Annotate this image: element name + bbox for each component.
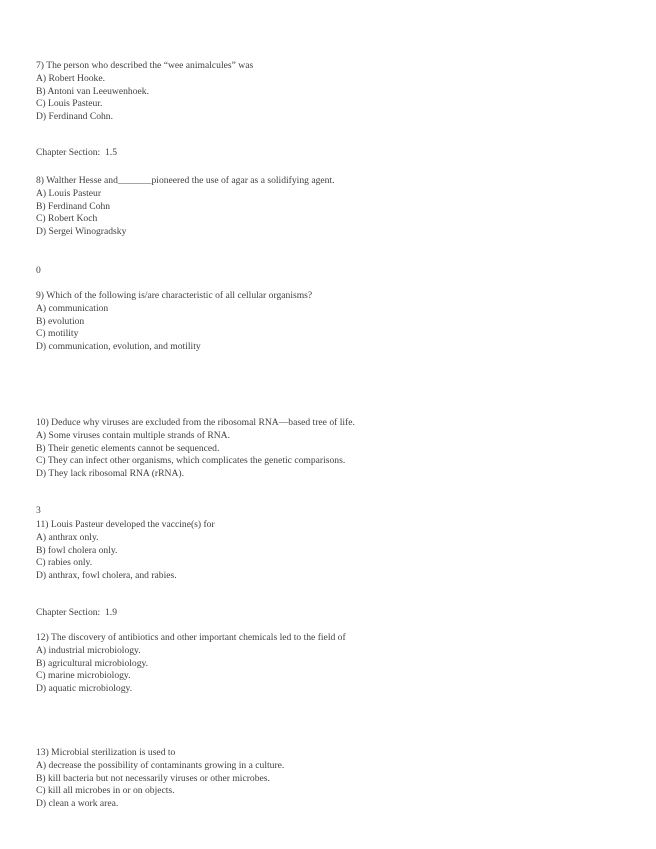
answer-option: D) clean a work area. (36, 798, 119, 810)
stray-answer-number (36, 505, 632, 518)
stray-text: 3 (36, 505, 41, 516)
answer-option: C) rabies only. (36, 557, 93, 569)
question-block (36, 417, 632, 481)
stray-text: 0 (36, 265, 41, 276)
answer-option: B) Their genetic elements cannot be sequenced. (36, 442, 220, 454)
answer-option: A) Some viruses contain multiple strands of RNA. (36, 429, 230, 441)
question-prompt: 11) Louis Pasteur developed the vaccine(s) for (36, 519, 215, 530)
question-block (36, 60, 632, 124)
answer-option: C) marine microbiology. (36, 670, 131, 682)
answer-option: B) evolution (36, 315, 85, 327)
question-block (36, 632, 632, 696)
answer-option: B) fowl cholera only. (36, 544, 118, 556)
question-prompt: 12) The discovery of antibiotics and other important chemicals led to the field of (36, 632, 346, 643)
answer-option: A) communication (36, 302, 109, 314)
section-text: Chapter Section: 1.9 (36, 607, 117, 618)
answer-option: D) anthrax, fowl cholera, and rabies. (36, 570, 177, 582)
answer-option: A) industrial microbiology. (36, 644, 141, 656)
answer-option: C) Robert Koch (36, 213, 98, 225)
question-prompt: 13) Microbial sterilization is used to (36, 747, 176, 758)
answer-option: C) Louis Pasteur. (36, 98, 103, 110)
answer-option: C) They can infect other organisms, which complicates the genetic comparisons. (36, 455, 346, 467)
question-block (36, 519, 632, 583)
answer-option: B) agricultural microbiology. (36, 657, 149, 669)
answer-option: D) Sergei Winogradsky (36, 226, 127, 238)
question-block (36, 290, 632, 354)
question-block (36, 175, 632, 239)
answer-option: D) They lack ribosomal RNA (rRNA). (36, 468, 184, 480)
question-prompt: 10) Deduce why viruses are excluded from the ribosomal RNA—based tree of life. (36, 417, 355, 428)
question-prompt: 7) The person who described the “wee animalcules” was (36, 60, 254, 71)
answer-option: D) Ferdinand Cohn. (36, 111, 114, 123)
answer-option: A) Louis Pasteur (36, 187, 102, 199)
stray-answer-number (36, 265, 632, 278)
answer-option: C) kill all microbes in or on objects. (36, 785, 175, 797)
answer-option: A) Robert Hooke. (36, 72, 106, 84)
section-text: Chapter Section: 1.5 (36, 147, 117, 158)
question-block (36, 747, 632, 811)
answer-option: D) communication, evolution, and motility (36, 341, 201, 353)
question-prompt: 8) Walther Hesse and_______pioneered the use of agar as a solidifying agent. (36, 175, 335, 186)
answer-option: A) decrease the possibility of contaminants growing in a culture. (36, 759, 285, 771)
answer-option: D) aquatic microbiology. (36, 683, 133, 695)
answer-option: B) Antoni van Leeuwenhoek. (36, 85, 149, 97)
chapter-section-label (36, 607, 632, 620)
answer-option: B) Ferdinand Cohn (36, 200, 111, 212)
answer-option: B) kill bacteria but not necessarily viruses or other microbes. (36, 772, 270, 784)
answer-option: A) anthrax only. (36, 531, 99, 543)
chapter-section-label (36, 147, 632, 160)
answer-option: C) motility (36, 328, 79, 340)
question-prompt: 9) Which of the following is/are characteristic of all cellular organisms? (36, 290, 313, 301)
